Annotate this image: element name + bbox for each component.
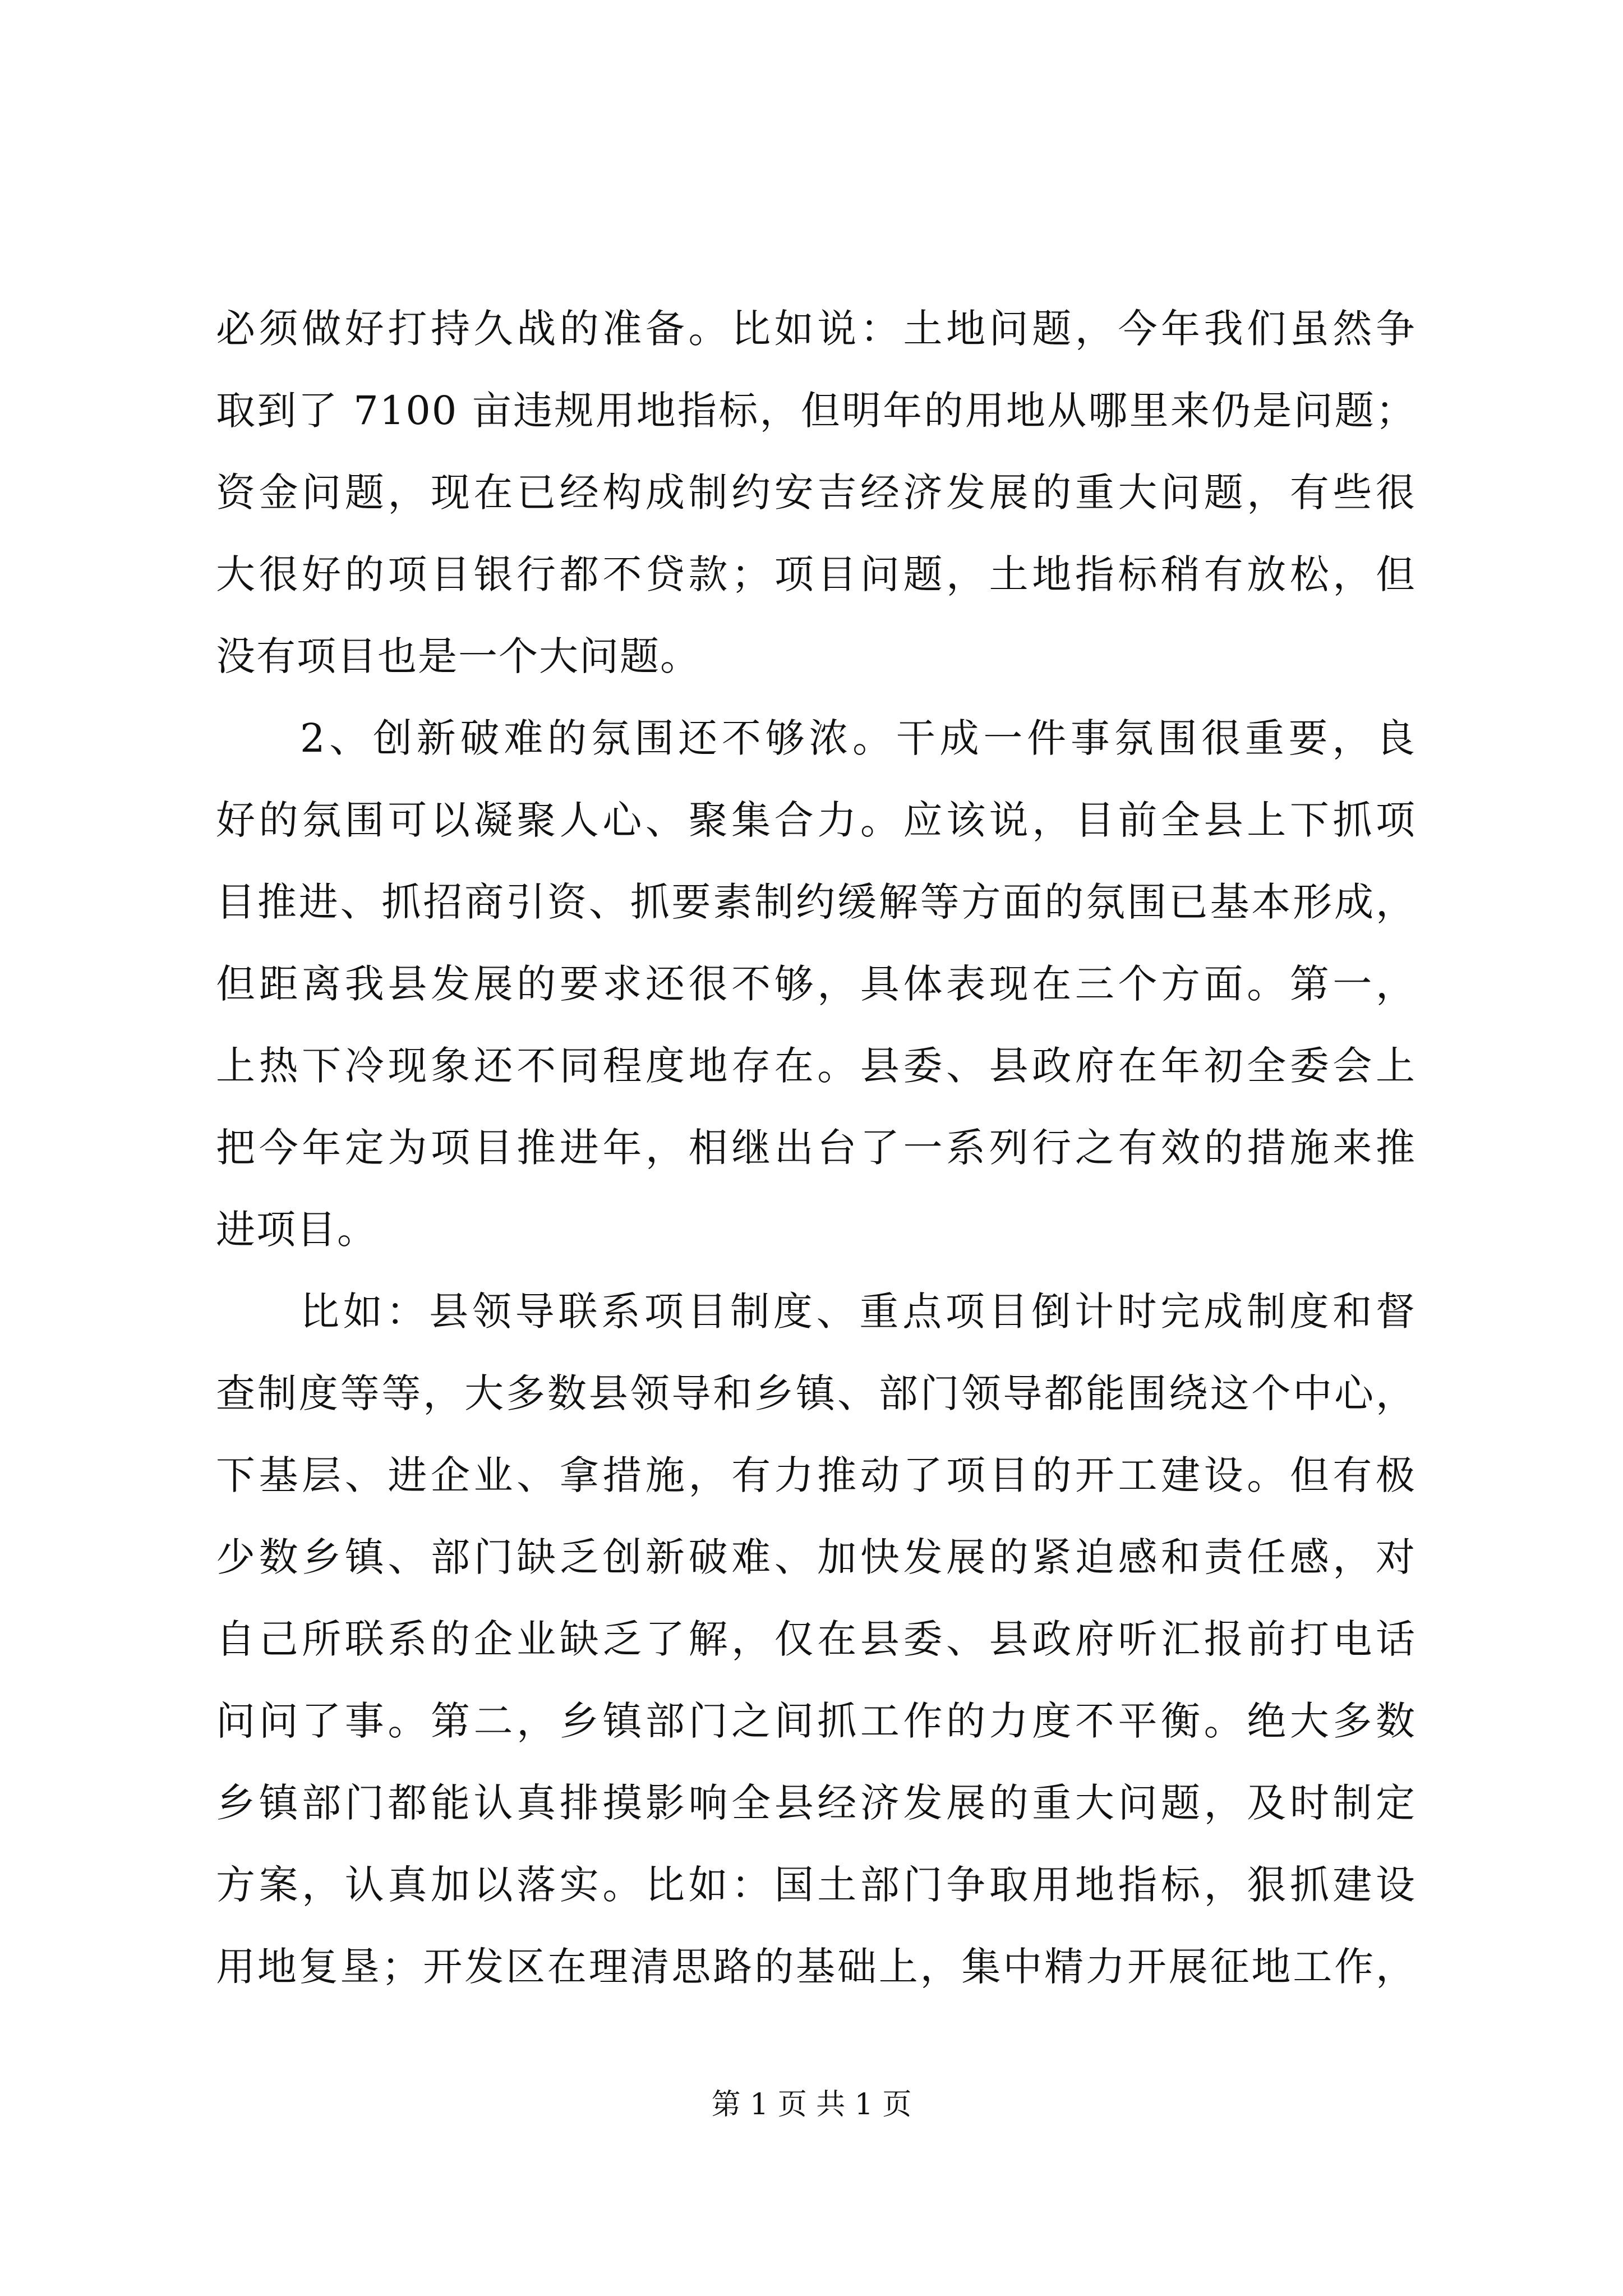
page-footer: 第 1 页 共 1 页 [711, 2088, 912, 2122]
text-line: 下基层、进企业、拿措施，有力推动了项目的开工建设。但有极 [216, 1452, 1416, 1498]
text-line: 方案，认真加以落实。比如：国土部门争取用地指标，狠抓建设 [216, 1862, 1416, 1908]
text-line: 自己所联系的企业缺乏了解，仅在县委、县政府听汇报前打电话 [216, 1616, 1416, 1662]
text-line: 上热下冷现象还不同程度地存在。县委、县政府在年初全委会上 [216, 1043, 1416, 1089]
text-line: 好的氛围可以凝聚人心、聚集合力。应该说，目前全县上下抓项 [216, 797, 1416, 843]
text-line: 把今年定为项目推进年，相继出台了一系列行之有效的措施来推 [216, 1125, 1416, 1171]
text-line: 取到了 7100 亩违规用地指标，但明年的用地从哪里来仍是问题； [216, 388, 1416, 434]
text-line: 资金问题，现在已经构成制约安吉经济发展的重大问题，有些很 [216, 470, 1416, 516]
text-line: 问问了事。第二，乡镇部门之间抓工作的力度不平衡。绝大多数 [216, 1698, 1416, 1744]
text-line: 进项目。 [216, 1207, 377, 1253]
text-line: 查制度等等，大多数县领导和乡镇、部门领导都能围绕这个中心， [216, 1370, 1416, 1416]
text-line: 乡镇部门都能认真排摸影响全县经济发展的重大问题，及时制定 [216, 1780, 1416, 1826]
text-line: 没有项目也是一个大问题。 [216, 633, 700, 679]
text-line: 大很好的项目银行都不贷款；项目问题，土地指标稍有放松，但 [216, 551, 1416, 597]
text-line: 目推进、抓招商引资、抓要素制约缓解等方面的氛围已基本形成， [216, 879, 1416, 925]
text-line: 但距离我县发展的要求还很不够，具体表现在三个方面。第一， [216, 961, 1416, 1007]
paragraph-first-line: 2、创新破难的氛围还不够浓。干成一件事氛围很重要，良 [300, 715, 1416, 761]
paragraph-first-line: 比如：县领导联系项目制度、重点项目倒计时完成制度和督 [300, 1289, 1416, 1335]
text-line: 用地复垦；开发区在理清思路的基础上，集中精力开展征地工作， [216, 1944, 1416, 1990]
text-line: 必须做好打持久战的准备。比如说：土地问题，今年我们虽然争 [216, 306, 1416, 352]
text-line: 少数乡镇、部门缺乏创新破难、加快发展的紧迫感和责任感，对 [216, 1534, 1416, 1580]
